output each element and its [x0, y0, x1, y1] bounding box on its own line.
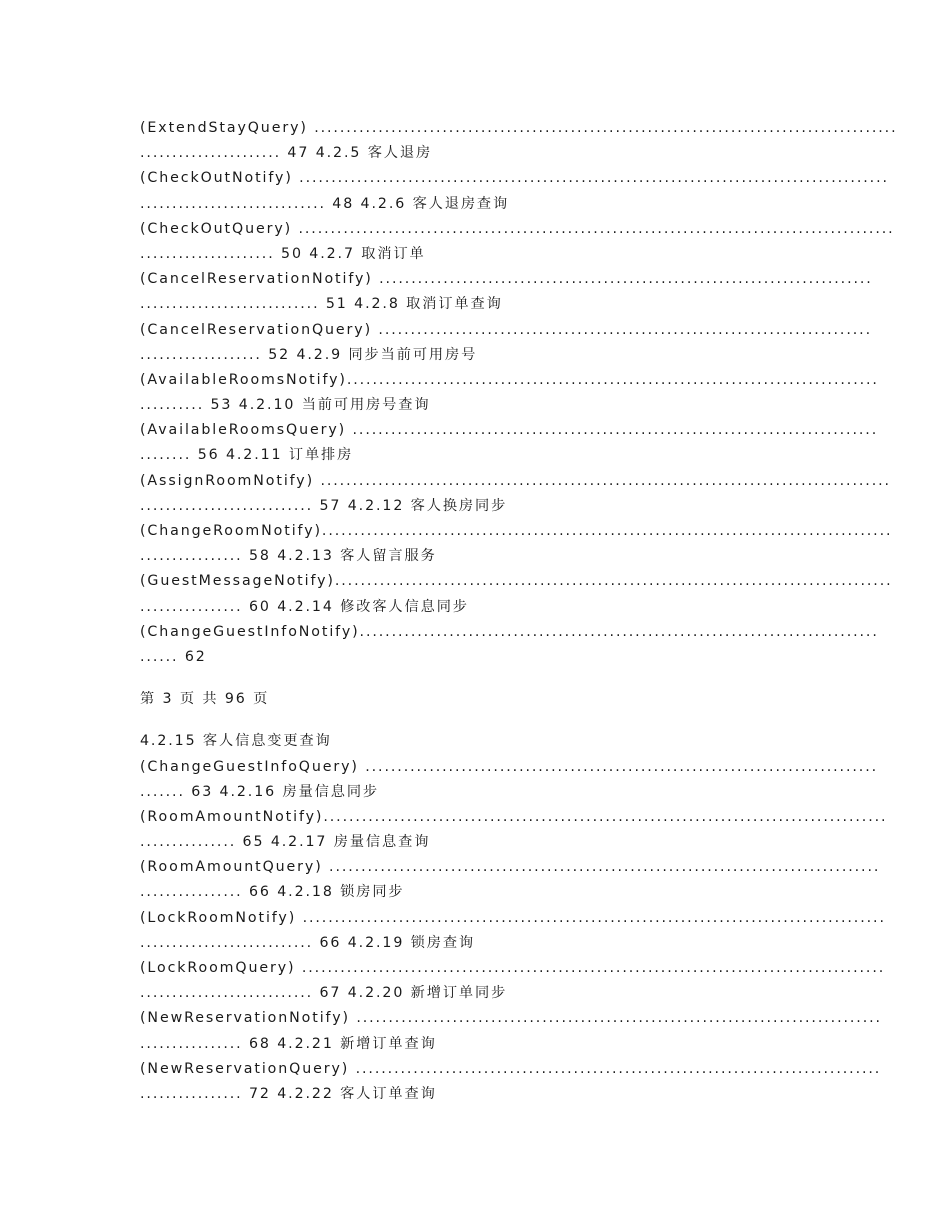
- toc-line: ........ 56 4.2.11 订单排房: [140, 447, 354, 464]
- toc-line: ........................... 57 4.2.12 客人换房同步: [140, 497, 508, 514]
- toc-line: (AvailableRoomsQuery) ..................................................................................: [140, 422, 879, 439]
- toc-line: ................ 60 4.2.14 修改客人信息同步: [140, 598, 469, 615]
- toc-line: ...... 62: [140, 648, 207, 665]
- toc-line: (AvailableRoomsNotify)...................................................................................: [140, 371, 879, 388]
- toc-block-1: [140, 116, 898, 670]
- page-footer: 第 3 页 共 96 页: [140, 691, 270, 708]
- toc-line: ....... 63 4.2.16 房量信息同步: [140, 783, 380, 800]
- toc-line: ...................... 47 4.2.5 客人退房: [140, 145, 433, 162]
- toc-line: 4.2.15 客人信息变更查询: [140, 733, 332, 750]
- toc-line: ............................ 51 4.2.8 取消订单查询: [140, 296, 503, 313]
- toc-line: .......... 53 4.2.10 当前可用房号查询: [140, 397, 431, 414]
- toc-line: ..................... 50 4.2.7 取消订单: [140, 245, 426, 262]
- toc-line: (CheckOutQuery) .............................................................................................: [140, 220, 895, 237]
- toc-line: ............................. 48 4.2.6 客人退房查询: [140, 195, 510, 212]
- toc-line: (ChangeGuestInfoNotify).................................................................................: [140, 623, 879, 640]
- toc-line: (AssignRoomNotify) .........................................................................................: [140, 472, 891, 489]
- toc-line: (LockRoomQuery) ...........................................................................................: [140, 960, 886, 976]
- toc-line: ................ 72 4.2.22 客人订单查询: [140, 1085, 437, 1102]
- toc-line: ........................... 66 4.2.19 锁房查询: [140, 934, 476, 951]
- toc-line: ................... 52 4.2.9 同步当前可用房号: [140, 346, 478, 363]
- toc-line: ................ 68 4.2.21 新增订单查询: [140, 1035, 437, 1052]
- toc-line: (CancelReservationNotify) .............................................................................: [140, 271, 873, 288]
- toc-line: ............... 65 4.2.17 房量信息查询: [140, 834, 431, 851]
- toc-line: ........................... 67 4.2.20 新增订单同步: [140, 985, 508, 1002]
- document-page: [140, 116, 898, 1107]
- toc-line: (CheckOutNotify) ............................................................................................: [140, 170, 889, 187]
- toc-line: (CancelReservationQuery) .............................................................................: [140, 321, 872, 338]
- toc-line: (ExtendStayQuery) ...........................................................................................: [140, 120, 898, 136]
- toc-line: (RoomAmountQuery) ......................................................................................: [140, 859, 881, 876]
- toc-line: (GuestMessageNotify).......................................................................................: [140, 573, 893, 590]
- toc-block-2: [140, 729, 888, 1107]
- toc-line: ................ 58 4.2.13 客人留言服务: [140, 548, 437, 565]
- toc-line: ................ 66 4.2.18 锁房同步: [140, 884, 405, 901]
- toc-line: (LockRoomNotify) ...........................................................................................: [140, 909, 886, 926]
- toc-line: (RoomAmountNotify)........................................................................................: [140, 808, 888, 825]
- toc-line: (ChangeRoomNotify).........................................................................................: [140, 523, 893, 539]
- toc-line: (ChangeGuestInfoQuery) ................................................................................: [140, 758, 879, 775]
- toc-line: (NewReservationNotify) ..................................................................................: [140, 1010, 882, 1027]
- toc-line: (NewReservationQuery) ..................................................................................: [140, 1060, 882, 1077]
